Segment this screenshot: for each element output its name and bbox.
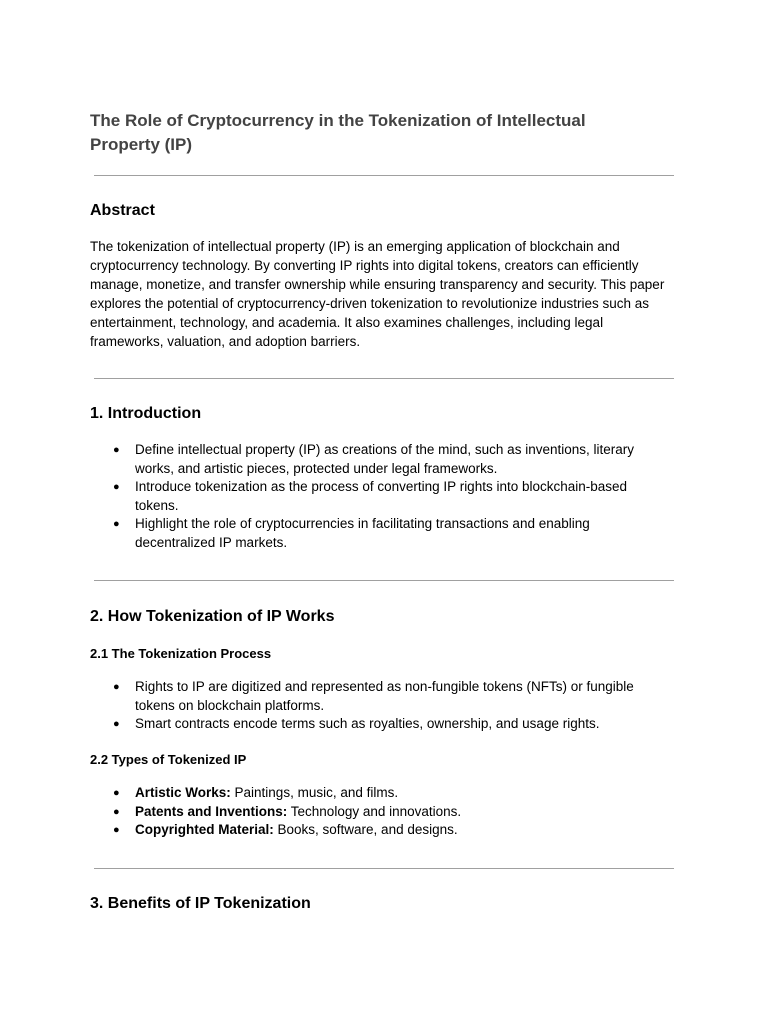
introduction-list (90, 441, 690, 553)
how-tokenization-heading: 2. How Tokenization of IP Works (90, 608, 335, 625)
bullet-icon: ● (113, 444, 120, 456)
paragraph-line: The tokenization of intellectual property (IP) is an emerging application of blockchain and (90, 239, 620, 254)
horizontal-rule (94, 580, 674, 581)
abstract-paragraph (90, 237, 690, 351)
bullet-icon: ● (113, 824, 120, 837)
list-item-line (135, 803, 690, 822)
bullet-icon: ● (113, 805, 120, 818)
title-line: Property (IP) (90, 135, 193, 154)
bullet-icon: ● (113, 481, 120, 494)
paragraph-line: frameworks, valuation, and adoption barriers. (90, 334, 361, 349)
introduction-heading: 1. Introduction (90, 405, 202, 422)
list-item (90, 715, 690, 734)
item-text: Technology and innovations. (287, 803, 462, 819)
list-item (90, 784, 690, 803)
tokenization-process-list (90, 678, 690, 734)
list-item-line: tokens on blockchain platforms. (135, 697, 325, 713)
bullet-icon: ● (113, 787, 120, 799)
types-of-tokenized-ip-subheading: 2.2 Types of Tokenized IP (90, 752, 247, 767)
tokenization-process-subheading: 2.1 The Tokenization Process (90, 646, 272, 661)
list-item-line (135, 821, 690, 840)
item-label: Copyrighted Material: (135, 822, 274, 838)
item-text: Books, software, and designs. (273, 822, 458, 838)
list-item-line: decentralized IP markets. (135, 534, 288, 550)
list-item (90, 821, 690, 840)
list-item-line: Define intellectual property (IP) as creations of the mind, such as inventions, literary (135, 442, 634, 457)
horizontal-rule (94, 378, 674, 379)
types-of-tokenized-ip-list (90, 784, 690, 840)
item-text: Paintings, music, and films. (230, 785, 399, 800)
list-item-line: Introduce tokenization as the process of converting IP rights into blockchain-based (135, 479, 628, 495)
paragraph-line: cryptocurrency technology. By converting IP rights into digital tokens, creators can efficiently (90, 258, 639, 273)
horizontal-rule (94, 868, 674, 869)
abstract-heading: Abstract (90, 202, 155, 219)
paragraph-line: manage, monetize, and transfer ownership while ensuring transparency and security. This paper (90, 277, 665, 292)
horizontal-rule (94, 175, 674, 176)
paragraph-line: entertainment, technology, and academia. It also examines challenges, including legal (90, 315, 604, 330)
document-title (90, 109, 650, 157)
title-line: The Role of Cryptocurrency in the Tokenization of Intellectual (90, 111, 586, 130)
list-item-line: works, and artistic pieces, protected under legal frameworks. (135, 460, 498, 476)
list-item-line (135, 784, 690, 803)
bullet-icon: ● (113, 681, 120, 693)
item-label: Artistic Works: (135, 785, 231, 800)
benefits-heading: 3. Benefits of IP Tokenization (90, 895, 311, 912)
list-item (90, 803, 690, 822)
list-item-line: tokens. (135, 497, 179, 513)
list-item (90, 478, 690, 515)
list-item (90, 678, 690, 715)
list-item (90, 515, 690, 552)
item-label: Patents and Inventions: (135, 803, 288, 819)
list-item (90, 441, 690, 478)
bullet-icon: ● (113, 718, 120, 731)
list-item-line: Smart contracts encode terms such as royalties, ownership, and usage rights. (135, 716, 600, 732)
list-item-line: Rights to IP are digitized and represented as non-fungible tokens (NFTs) or fungible (135, 679, 634, 694)
paragraph-line: explores the potential of cryptocurrency-driven tokenization to revolutionize industries such as (90, 296, 650, 311)
bullet-icon: ● (113, 518, 120, 531)
list-item-line: Highlight the role of cryptocurrencies in facilitating transactions and enabling (135, 516, 590, 532)
